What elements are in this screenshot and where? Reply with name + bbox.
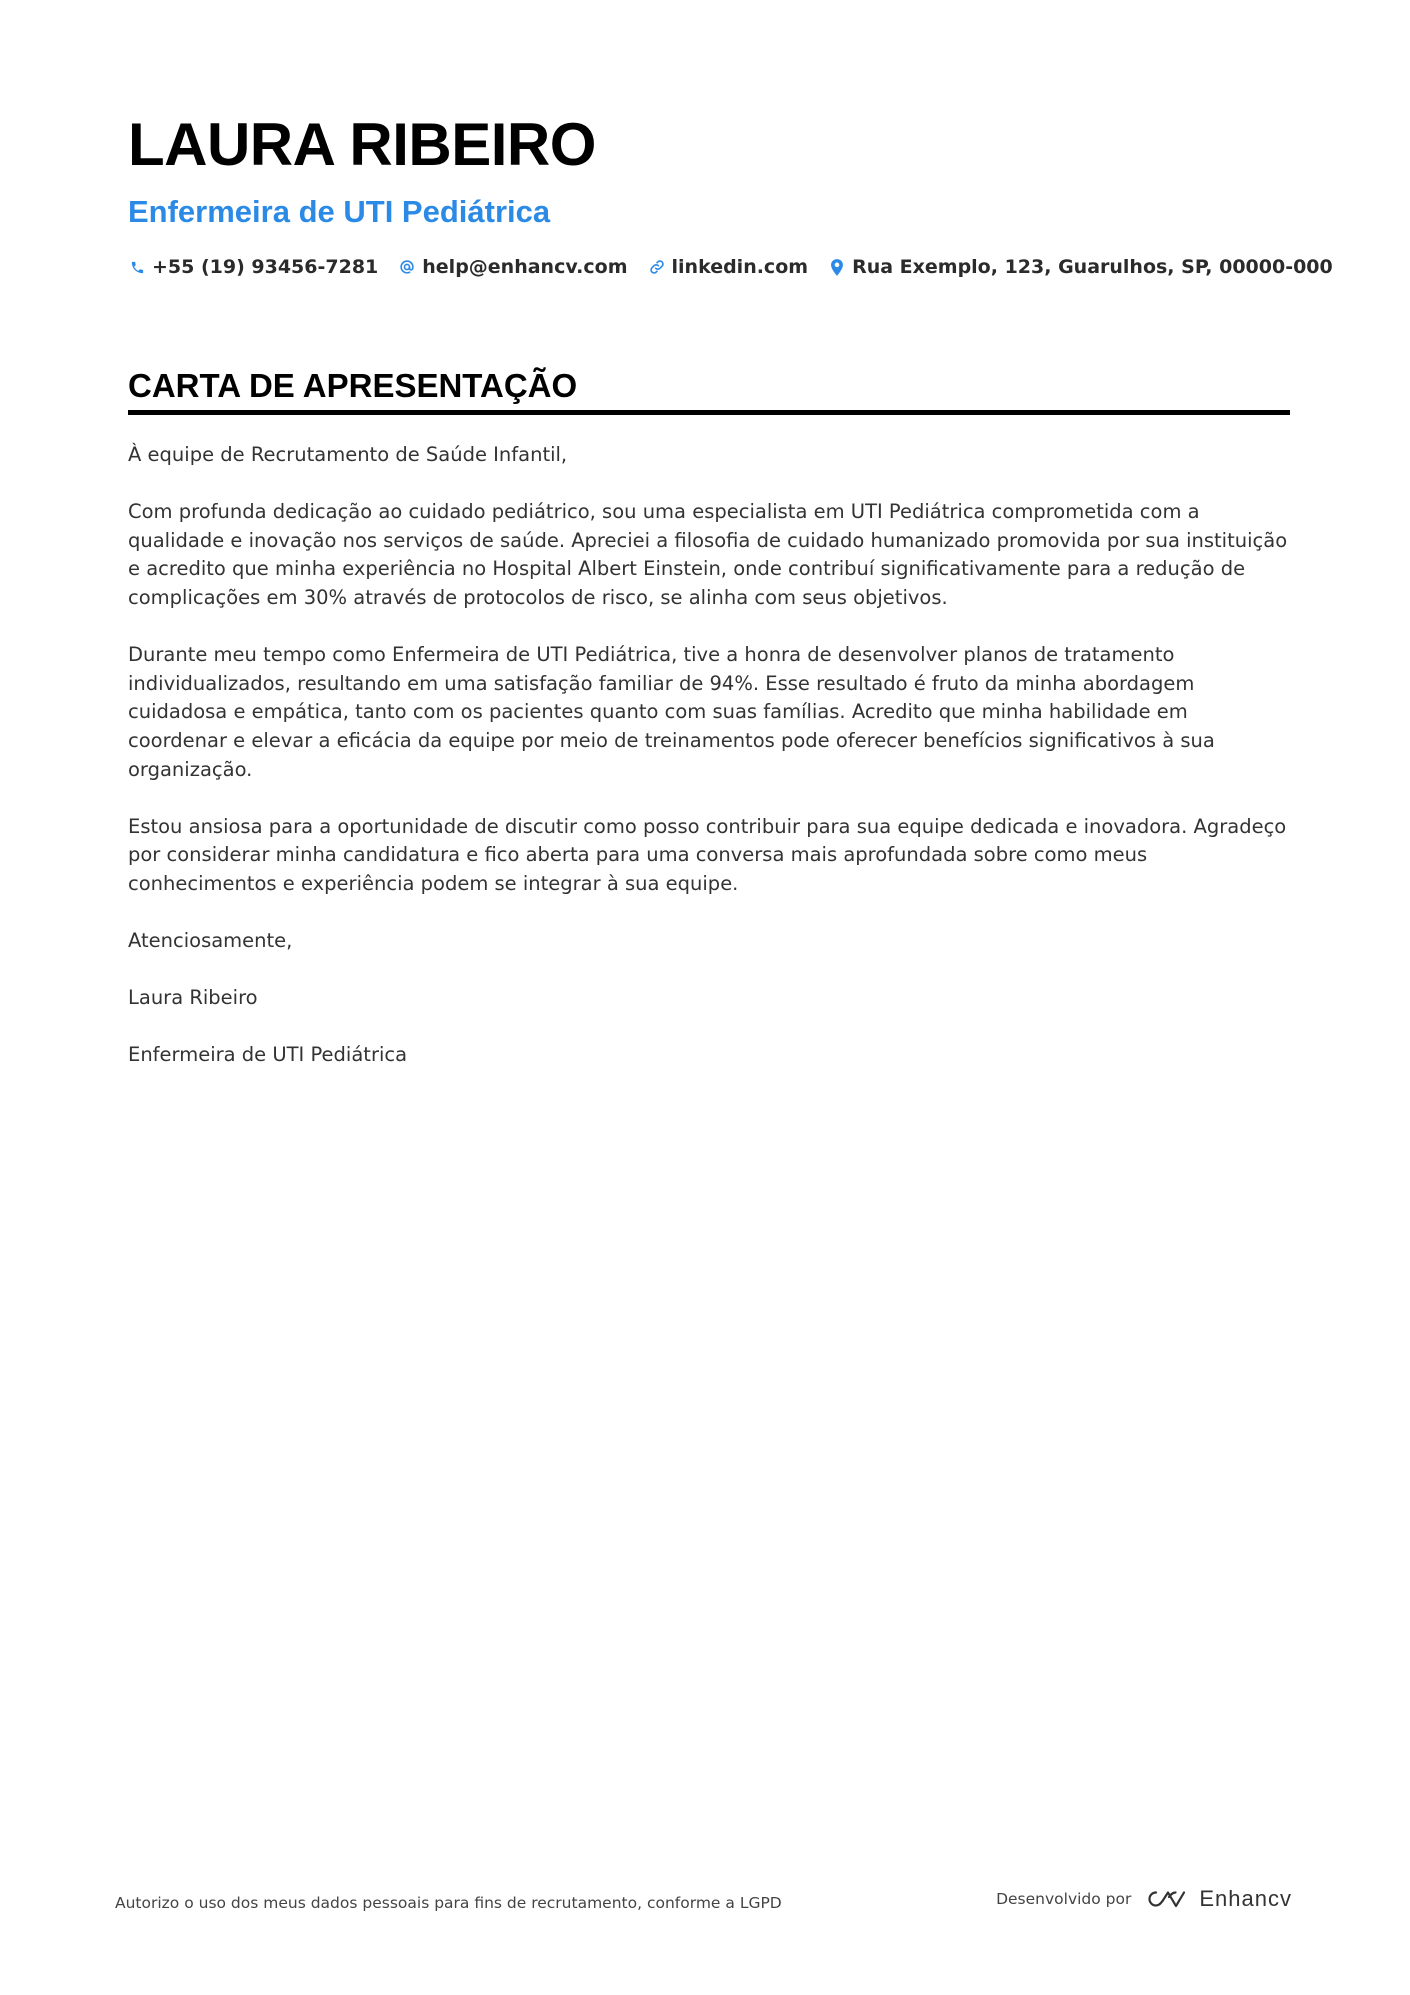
link-icon	[648, 258, 666, 276]
signature-name: Laura Ribeiro	[128, 986, 258, 1010]
cover-letter-section	[128, 366, 1290, 1099]
letter-closing: Atenciosamente,	[128, 929, 293, 953]
at-icon	[398, 258, 416, 276]
contact-bar	[128, 256, 1333, 278]
contact-phone-text: +55 (19) 93456-7281	[152, 256, 379, 278]
header	[128, 110, 1333, 278]
consent-note: Autorizo o uso dos meus dados pessoais para fins de recrutamento, conforme a LGPD	[115, 1894, 782, 1912]
contact-address	[828, 256, 1333, 278]
contact-phone	[128, 256, 378, 278]
contact-linkedin-text: linkedin.com	[671, 256, 809, 278]
candidate-role: Enfermeira de UTI Pediátrica	[128, 194, 551, 229]
letter-paragraph: Durante meu tempo como Enfermeira de UTI Pediátrica, tive a honra de desenvolver planos de tratamento individualizados, resultando em uma satisfação familiar de 94%. Esse resultado é fruto da minha abordagem cuidadosa e empática, tanto com os pacientes quanto com suas famílias. Acredito que minha habilidade em coordenar e elevar a eficácia da equipe por meio de treinamentos pode oferecer benefícios significativos à sua organização.	[128, 643, 1215, 781]
signature-role: Enfermeira de UTI Pediátrica	[128, 1043, 408, 1067]
contact-email-text: help@enhancv.com	[422, 256, 628, 278]
phone-icon	[128, 258, 146, 276]
letter-paragraph: Estou ansiosa para a oportunidade de discutir como posso contribuir para sua equipe dedicada e inovadora. Agradeço por considerar minha candidatura e fico aberta para uma conversa mais aprofundada sobre como meus conhecimentos e experiência podem se integrar à sua equipe.	[128, 814, 1287, 895]
powered-by[interactable]	[996, 1886, 1292, 1912]
enhancv-logo-icon	[1143, 1887, 1189, 1911]
contact-address-text: Rua Exemplo, 123, Guarulhos, SP, 00000-000	[852, 256, 1333, 278]
brand-name: Enhancv	[1199, 1886, 1292, 1911]
contact-email[interactable]	[398, 256, 627, 278]
candidate-name: LAURA RIBEIRO	[128, 111, 596, 178]
location-pin-icon	[828, 258, 846, 276]
powered-by-label: Desenvolvido por	[996, 1890, 1132, 1908]
letter-greeting: À equipe de Recrutamento de Saúde Infantil,	[128, 443, 568, 466]
letter-body	[128, 441, 1290, 1070]
contact-linkedin[interactable]	[648, 256, 809, 278]
section-title: CARTA DE APRESENTAÇÃO	[128, 366, 1290, 415]
letter-paragraph: Com profunda dedicação ao cuidado pediátrico, sou uma especialista em UTI Pediátrica comprometida com a qualidade e inovação nos serviços de saúde. Apreciei a filosofia de cuidado humanizado promovida por sua instituição e acredito que minha experiência no Hospital Albert Einstein, onde contribuí significativamente para a redução de complicações em 30% através de protocolos de risco, se alinha com seus objetivos.	[128, 500, 1288, 609]
